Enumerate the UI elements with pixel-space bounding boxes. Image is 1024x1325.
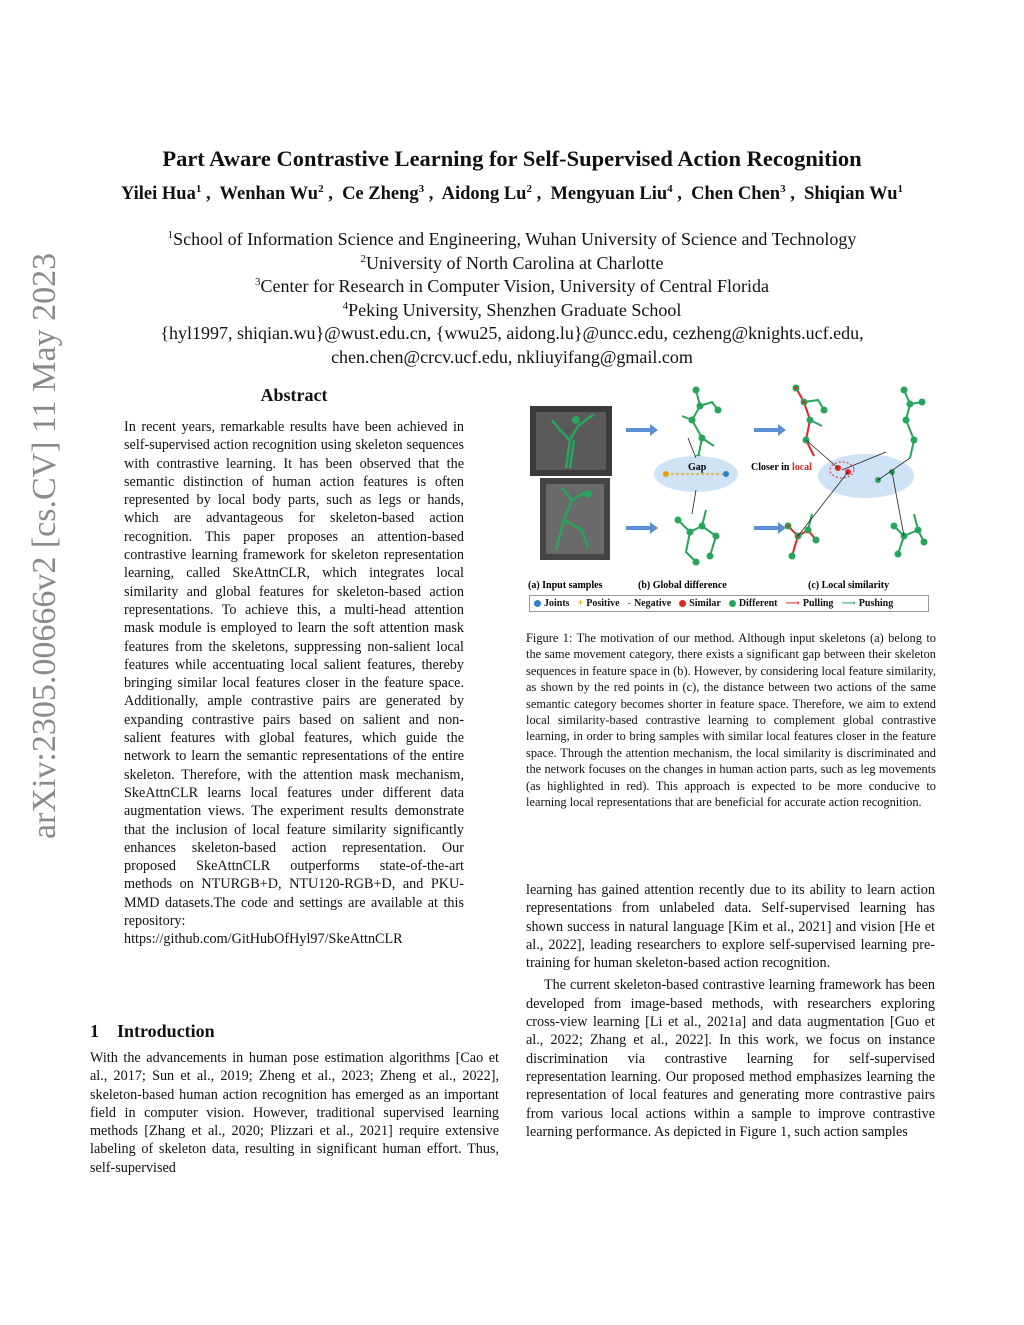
- skeleton-local-bottom-left: [786, 514, 819, 559]
- author: Aidong Lu$^2$: [441, 182, 532, 204]
- affiliation: $^4$Peking University, Shenzhen Graduate School: [342, 299, 682, 320]
- affiliation: $^1$School of Information Science and Engineering, Wuhan University of Science and Technology: [167, 229, 857, 249]
- legend-item-pushing: ⟶ Pushing: [841, 598, 894, 609]
- author: Mengyuan Liu$^4$: [550, 182, 673, 204]
- subfigure-label-a: (a) Input samples: [528, 580, 603, 591]
- affiliation: $^3$Center for Research in Computer Vision, University of Central Florida: [255, 276, 769, 296]
- input-sample-photo-top: [530, 406, 612, 476]
- legend-item-negative: - Negative: [627, 598, 672, 609]
- arrow-right-icon: ⟶: [841, 598, 856, 609]
- subfigure-label-b: (b) Global difference: [638, 580, 727, 591]
- author: Shiqian Wu$^1$: [804, 182, 904, 204]
- closer-in-local-label: Closer in local: [751, 462, 812, 473]
- figure-1: [526, 380, 936, 616]
- dash-icon: -: [627, 598, 631, 609]
- introduction-text: With the advancements in human pose estimation algorithms [Cao et al., 2017; Sun et al., 2019; Zheng et al., 2023; Zheng et al., 2022], skeleton-based human action recognition has emerged as an important field in computer vision. However, traditional supervised learning methods [Zhang et al., 2020; Plizzari et al., 2021] require extensive labeling of skeleton data, resulting in significant human effort. Thus, self-supervised: [90, 1050, 499, 1176]
- section-heading-introduction: 1 Introduction: [90, 1021, 215, 1041]
- subfigure-label-c: (c) Local similarity: [808, 580, 890, 591]
- gap-label: Gap: [688, 462, 707, 473]
- paper-title: Part Aware Contrastive Learning for Self-Supervised Action Recognition: [162, 146, 862, 171]
- figure-caption: Figure 1: The motivation of our method. Although input skeletons (a) belong to the same movement category, there exists a significant gap between their skeleton sequences in feature space in (b). However, by considering local feature similarity, as shown by the red points in (c), the distance between two actions of the same semantic category becomes shorter in feature space. Therefore, we aim to extend local similarity-based contrastive learning to complement global contrastive learning, in order to bring samples with similar local features closer in the feature space. Through the attention mechanism, the local similarity is discriminated and the network focuses on the changes in human action parts, such as leg movements (as highlighted in red). This approach is expected to be more conducive to learning local representations that are beneficial for accurate action recognition.: [526, 631, 936, 810]
- skeleton-global-bottom: [676, 510, 719, 565]
- arrow-right-icon: ⟶: [785, 598, 800, 609]
- author: Wenhan Wu$^2$: [219, 182, 324, 204]
- skeleton-global-top: [682, 388, 721, 461]
- abstract-heading: Abstract: [260, 385, 328, 405]
- legend-item-similar: Similar: [679, 598, 721, 609]
- right-column-body: [526, 881, 935, 1141]
- email-line: {hyl1997, shiqian.wu}@wust.edu.cn, {wwu25, aidong.lu}@uncc.edu, cezheng@knights.ucf.edu,: [160, 323, 864, 343]
- abstract-text: In recent years, remarkable results have been achieved in self-supervised action recognition using skeleton sequences with contrastive learning. It has been observed that the semantic distinction of human action features is often represented by local body parts, such as legs or hands, which are advantageous for skeleton-based action recognition. This paper proposes an attention-based contrastive learning framework for skeleton representation learning, called SkeAttnCLR, which integrates local similarity and global features for skeleton-based action representations. To achieve this, a multi-head attention mask module is employed to learn the soft attention mask features from the skeletons, suppressing non-salient local features while accentuating local salient features, thereby bringing similar local features closer in the feature space. Additionally, ample contrastive pairs are generated by expanding contrastive pairs based on salient and non-salient features with global features, which guide the network to learn the semantic representations of the entire skeleton. Therefore, with the attention mask mechanism, SkeAttnCLR learns local features under different data augmentation views. The experiment results demonstrate that the inclusion of local feature similarity significantly enhances skeleton-based action representation. Our proposed SkeAttnCLR outperforms state-of-the-art methods on NTURGB+D, NTU120-RGB+D, and PKU-MMD datasets.The code and settings are available at this repository: https://github.com/GitHubOfHyl97/SkeAttnCLR: [124, 419, 464, 948]
- legend-item-different: Different: [729, 598, 778, 609]
- figure-legend: [529, 595, 929, 612]
- skeleton-local-top-right: [902, 388, 925, 459]
- legend-item-joints: Joints: [534, 598, 570, 609]
- email-line: chen.chen@crcv.ucf.edu, nkliuyifang@gmail.com: [331, 346, 693, 367]
- author-list: Yilei Hua$^1$ , Wenhan Wu$^2$ , Ce Zheng$^3$ , Aidong Lu$^2$ , Mengyuan Liu$^4$ , Chen Chen$^3$ , Shiqian Wu$^1$: [120, 182, 904, 204]
- plus-icon: +: [577, 598, 584, 609]
- skeleton-local-top-left: [794, 386, 827, 457]
- paragraph: learning has gained attention recently due to its ability to learn action representations from unlabeled data. Self-supervised learning has shown success in natural language [Kim et al., 2021] and vision [He et al., 2022], leading researchers to explore self-supervised learning pre-training for human skeleton-based action recognition.: [526, 882, 935, 972]
- author: Yilei Hua$^1$: [120, 182, 202, 204]
- author: Ce Zheng$^3$: [342, 182, 425, 204]
- legend-item-pulling: ⟶ Pulling: [785, 598, 834, 609]
- affiliation: $^2$University of North Carolina at Charlotte: [360, 252, 664, 273]
- affiliations: [100, 228, 924, 369]
- paragraph: The current skeleton-based contrastive learning framework has been developed from image-based methods, with researchers exploring cross-view learning [Li et al., 2021a] and data augmentation [Guo et al., 2022; Zhang et al., 2022]. In this work, we focus on instance discrimination via contrastive learning for self-supervised representation learning. Our proposed method emphasizes learning the representation of local features and generating more contrastive pairs from various local actions within a sample to improve contrastive learning performance. As depicted in Figure 1, such action samples: [526, 977, 935, 1140]
- input-sample-photo-bottom: [540, 478, 610, 560]
- author: Chen Chen$^3$: [691, 182, 786, 204]
- skeleton-local-bottom-right: [892, 514, 927, 557]
- legend-item-positive: + Positive: [577, 598, 620, 609]
- arxiv-stamp: arXiv:2305.00666v2 [cs.CV] 11 May 2023: [26, 252, 63, 839]
